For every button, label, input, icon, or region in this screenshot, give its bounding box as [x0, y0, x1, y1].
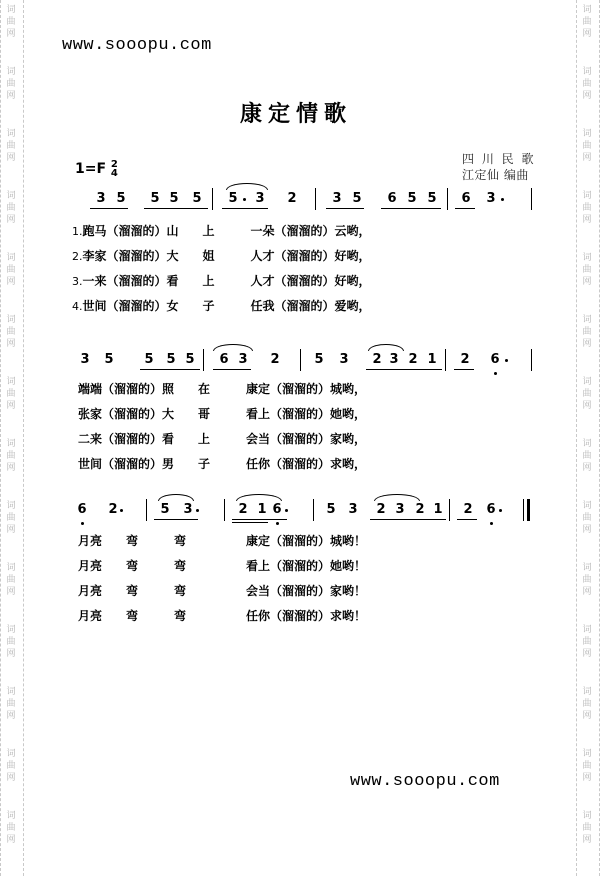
watermark-glyphs — [0, 810, 22, 846]
watermark-glyph: 曲 — [6, 451, 16, 461]
watermark-glyphs — [0, 438, 22, 474]
watermark-glyphs — [576, 438, 598, 474]
key-signature — [75, 160, 118, 178]
lyric-line — [72, 222, 371, 239]
dot — [501, 198, 504, 201]
note: 2 — [270, 352, 280, 367]
underline-double — [232, 522, 268, 523]
watermark-glyphs — [0, 314, 22, 350]
watermark-glyph: 词 — [6, 377, 16, 387]
slur — [368, 344, 404, 351]
bar-line — [449, 499, 450, 521]
lyric-line — [78, 455, 366, 472]
watermark-glyph: 网 — [6, 153, 16, 163]
watermark-glyph: 曲 — [582, 575, 592, 585]
watermark-glyphs — [576, 190, 598, 226]
watermark-glyph: 曲 — [582, 327, 592, 337]
watermark-glyph: 词 — [582, 625, 592, 635]
watermark-glyph: 曲 — [6, 699, 16, 709]
lyric-line — [78, 380, 366, 397]
verse-number: 3. — [72, 275, 83, 288]
song-arranger: 江定仙 编曲 — [462, 168, 529, 182]
watermark-glyphs — [0, 686, 22, 722]
watermark-glyph: 词 — [582, 439, 592, 449]
watermark-glyph: 词 — [6, 439, 16, 449]
bar-line — [146, 499, 147, 521]
watermark-glyph: 曲 — [6, 265, 16, 275]
bar-line — [531, 188, 532, 210]
note: 5 — [192, 191, 202, 206]
low-octave-dot — [81, 522, 84, 525]
watermark-glyph: 词 — [582, 129, 592, 139]
note: 1 — [433, 502, 443, 517]
watermark-glyphs — [576, 686, 598, 722]
note: 5 — [166, 352, 176, 367]
lyric-text: 张家（溜溜的）大 哥 看上（溜溜的）她哟， — [78, 407, 367, 421]
bar-line — [315, 188, 316, 210]
note: 5 — [427, 191, 437, 206]
watermark-glyph: 曲 — [582, 761, 592, 771]
slur — [374, 494, 420, 501]
watermark-glyph: 曲 — [6, 761, 16, 771]
note: 5 — [160, 502, 170, 517]
bar-line — [447, 188, 448, 210]
watermark-glyph: 曲 — [6, 575, 16, 585]
note: 3 — [332, 191, 342, 206]
watermark-glyph: 网 — [582, 401, 592, 411]
note: 5 — [104, 352, 114, 367]
watermark-glyphs — [576, 376, 598, 412]
lyric-text: 月亮 弯 弯 康定（溜溜的）城哟！ — [78, 534, 367, 548]
note: 2 — [108, 502, 118, 517]
watermark-glyphs — [0, 190, 22, 226]
watermark-glyph: 网 — [6, 401, 16, 411]
underline — [90, 208, 128, 209]
lyric-text: 月亮 弯 弯 任你（溜溜的）求哟！ — [78, 609, 367, 623]
lyric-text: 世间（溜溜的）男 子 任你（溜溜的）求哟， — [78, 457, 367, 471]
underline — [140, 369, 200, 370]
note: 2 — [463, 502, 473, 517]
dot — [499, 509, 502, 512]
watermark-glyph: 网 — [6, 773, 16, 783]
watermark-glyph: 网 — [582, 525, 592, 535]
lyric-text: 月亮 弯 弯 会当（溜溜的）家哟！ — [78, 584, 367, 598]
slur — [213, 344, 253, 351]
watermark-glyphs — [0, 66, 22, 102]
watermark-glyph: 网 — [582, 649, 592, 659]
watermark-glyph: 网 — [6, 91, 16, 101]
note: 6 — [387, 191, 397, 206]
watermark-glyph: 网 — [6, 277, 16, 287]
watermark-glyph: 曲 — [6, 141, 16, 151]
watermark-glyph: 词 — [6, 687, 16, 697]
note: 6 — [272, 502, 282, 517]
header-url[interactable]: www.sooopu.com — [62, 36, 212, 55]
watermark-glyph: 网 — [6, 339, 16, 349]
watermark-glyphs — [0, 562, 22, 598]
note: 3 — [339, 352, 349, 367]
dot — [243, 198, 246, 201]
watermark-glyph: 曲 — [582, 17, 592, 27]
note: 3 — [348, 502, 358, 517]
watermark-glyph: 曲 — [582, 513, 592, 523]
watermark-glyph: 曲 — [582, 203, 592, 213]
note: 2 — [372, 352, 382, 367]
watermark-glyphs — [0, 748, 22, 784]
verse-number: 1. — [72, 225, 83, 238]
bar-line — [531, 349, 532, 371]
watermark-glyph: 网 — [582, 339, 592, 349]
underline — [222, 208, 268, 209]
note: 3 — [395, 502, 405, 517]
watermark-glyph: 词 — [582, 191, 592, 201]
underline — [213, 369, 251, 370]
watermark-glyph: 词 — [6, 811, 16, 821]
verse-number: 4. — [72, 300, 83, 313]
note: 5 — [144, 352, 154, 367]
watermark-glyphs — [576, 252, 598, 288]
note: 3 — [183, 502, 193, 517]
watermark-glyph: 网 — [6, 463, 16, 473]
watermark-glyphs — [0, 4, 22, 40]
watermark-glyph: 词 — [582, 377, 592, 387]
watermark-glyphs — [576, 66, 598, 102]
watermark-glyph: 曲 — [6, 17, 16, 27]
lyric-text: 月亮 弯 弯 看上（溜溜的）她哟！ — [78, 559, 367, 573]
watermark-glyphs — [0, 128, 22, 164]
slur — [236, 494, 282, 501]
watermark-glyph: 词 — [582, 563, 592, 573]
note: 5 — [150, 191, 160, 206]
watermark-glyph: 词 — [582, 811, 592, 821]
note: 2 — [238, 502, 248, 517]
watermark-glyph: 网 — [6, 215, 16, 225]
bar-line — [445, 349, 446, 371]
watermark-glyphs — [576, 562, 598, 598]
note: 3 — [255, 191, 265, 206]
watermark-glyphs — [0, 252, 22, 288]
lyric-line — [78, 582, 366, 599]
underline — [455, 208, 475, 209]
underline — [232, 519, 287, 520]
lyric-line — [78, 607, 366, 624]
watermark-glyph: 曲 — [582, 141, 592, 151]
low-octave-dot — [494, 372, 497, 375]
watermark-glyph: 网 — [6, 649, 16, 659]
watermark-glyph: 网 — [582, 711, 592, 721]
watermark-glyphs — [576, 624, 598, 660]
watermark-glyph: 网 — [6, 835, 16, 845]
note: 2 — [408, 352, 418, 367]
song-origin: 四 川 民 歌 — [462, 152, 536, 166]
note: 2 — [287, 191, 297, 206]
final-bar-thick — [527, 499, 530, 521]
key-label: 1=F — [75, 161, 107, 177]
underline — [154, 519, 198, 520]
bar-line — [300, 349, 301, 371]
note: 2 — [415, 502, 425, 517]
note: 2 — [376, 502, 386, 517]
watermark-glyph: 网 — [6, 711, 16, 721]
note: 5 — [314, 352, 324, 367]
dot — [120, 509, 123, 512]
watermark-glyphs — [0, 624, 22, 660]
note: 3 — [80, 352, 90, 367]
watermark-glyph: 词 — [6, 563, 16, 573]
lyric-line — [78, 557, 366, 574]
watermark-glyph: 词 — [582, 315, 592, 325]
watermark-glyph: 网 — [582, 277, 592, 287]
note: 5 — [407, 191, 417, 206]
watermark-glyph: 曲 — [582, 79, 592, 89]
lyric-text: 一来（溜溜的）看 上 人才（溜溜的）好哟， — [82, 274, 371, 288]
watermark-glyph: 曲 — [6, 327, 16, 337]
watermark-glyph: 网 — [582, 587, 592, 597]
watermark-glyph: 词 — [6, 749, 16, 759]
lyric-text: 端端（溜溜的）照 在 康定（溜溜的）城哟， — [78, 382, 367, 396]
note: 6 — [77, 502, 87, 517]
note: 1 — [257, 502, 267, 517]
watermark-glyph: 词 — [6, 191, 16, 201]
watermark-glyph: 网 — [6, 29, 16, 39]
watermark-glyphs — [576, 314, 598, 350]
underline — [144, 208, 208, 209]
watermark-glyphs — [0, 376, 22, 412]
lyric-line — [78, 532, 366, 549]
note: 6 — [219, 352, 229, 367]
note: 3 — [96, 191, 106, 206]
watermark-glyph: 曲 — [6, 637, 16, 647]
dot — [285, 509, 288, 512]
time-sig-top: 2 — [110, 159, 118, 170]
watermark-glyph: 词 — [582, 5, 592, 15]
slur — [226, 183, 268, 190]
verse-number: 2. — [72, 250, 83, 263]
bar-line — [203, 349, 204, 371]
watermark-glyph: 词 — [582, 67, 592, 77]
note: 6 — [486, 502, 496, 517]
footer-url[interactable]: www.sooopu.com — [350, 772, 500, 791]
underline — [326, 208, 364, 209]
watermark-glyph: 曲 — [582, 637, 592, 647]
watermark-glyph: 词 — [6, 625, 16, 635]
underline — [366, 369, 442, 370]
watermark-glyph: 词 — [582, 501, 592, 511]
lyric-line — [72, 297, 371, 314]
note: 5 — [185, 352, 195, 367]
watermark-glyphs — [576, 4, 598, 40]
watermark-glyph: 词 — [582, 749, 592, 759]
lyric-text: 跑马（溜溜的）山 上 一朵（溜溜的）云哟， — [82, 224, 371, 238]
note: 5 — [116, 191, 126, 206]
bar-line — [224, 499, 225, 521]
lyric-text: 李家（溜溜的）大 姐 人才（溜溜的）好哟， — [82, 249, 371, 263]
watermark-glyph: 词 — [582, 687, 592, 697]
bar-line — [313, 499, 314, 521]
underline — [381, 208, 441, 209]
low-octave-dot — [490, 522, 493, 525]
slur — [158, 494, 194, 501]
lyric-line — [72, 247, 371, 264]
underline — [370, 519, 446, 520]
time-signature — [111, 160, 118, 178]
time-sig-bottom: 4 — [110, 168, 118, 179]
note: 3 — [486, 191, 496, 206]
note: 5 — [228, 191, 238, 206]
watermark-glyph: 曲 — [6, 79, 16, 89]
watermark-glyph: 网 — [6, 587, 16, 597]
watermark-glyph: 曲 — [582, 451, 592, 461]
watermark-glyph: 词 — [6, 129, 16, 139]
watermark-glyphs — [576, 810, 598, 846]
watermark-glyph: 网 — [582, 773, 592, 783]
watermark-glyph: 曲 — [582, 265, 592, 275]
lyric-line — [78, 430, 366, 447]
watermark-glyph: 曲 — [6, 823, 16, 833]
underline — [457, 519, 477, 520]
note: 6 — [461, 191, 471, 206]
note: 5 — [352, 191, 362, 206]
watermark-glyph: 网 — [582, 29, 592, 39]
watermark-glyph: 词 — [582, 253, 592, 263]
note: 3 — [238, 352, 248, 367]
watermark-glyph: 网 — [582, 835, 592, 845]
low-octave-dot — [276, 522, 279, 525]
watermark-glyph: 曲 — [582, 389, 592, 399]
watermark-glyphs — [576, 500, 598, 536]
watermark-glyph: 网 — [6, 525, 16, 535]
watermark-glyph: 曲 — [582, 699, 592, 709]
note: 3 — [389, 352, 399, 367]
watermark-glyph: 词 — [6, 5, 16, 15]
dot — [196, 509, 199, 512]
lyric-text: 二来（溜溜的）看 上 会当（溜溜的）家哟， — [78, 432, 367, 446]
note: 5 — [169, 191, 179, 206]
dot — [505, 359, 508, 362]
note: 5 — [326, 502, 336, 517]
final-bar-thin — [523, 499, 524, 521]
watermark-glyphs — [576, 128, 598, 164]
lyric-text: 世间（溜溜的）女 子 任我（溜溜的）爱哟， — [82, 299, 371, 313]
song-title: 康定情歌 — [240, 102, 353, 127]
note: 2 — [460, 352, 470, 367]
watermark-glyph: 词 — [6, 315, 16, 325]
note: 1 — [427, 352, 437, 367]
watermark-glyph: 网 — [582, 153, 592, 163]
watermark-glyph: 词 — [6, 253, 16, 263]
note: 6 — [490, 352, 500, 367]
watermark-glyphs — [576, 748, 598, 784]
watermark-glyph: 词 — [6, 67, 16, 77]
watermark-glyph: 网 — [582, 463, 592, 473]
underline — [454, 369, 474, 370]
watermark-glyph: 词 — [6, 501, 16, 511]
lyric-line — [72, 272, 371, 289]
bar-line — [212, 188, 213, 210]
watermark-glyph: 网 — [582, 215, 592, 225]
watermark-glyph: 曲 — [582, 823, 592, 833]
lyric-line — [78, 405, 366, 422]
watermark-glyphs — [0, 500, 22, 536]
watermark-glyph: 曲 — [6, 203, 16, 213]
watermark-glyph: 曲 — [6, 513, 16, 523]
watermark-glyph: 曲 — [6, 389, 16, 399]
watermark-glyph: 网 — [582, 91, 592, 101]
